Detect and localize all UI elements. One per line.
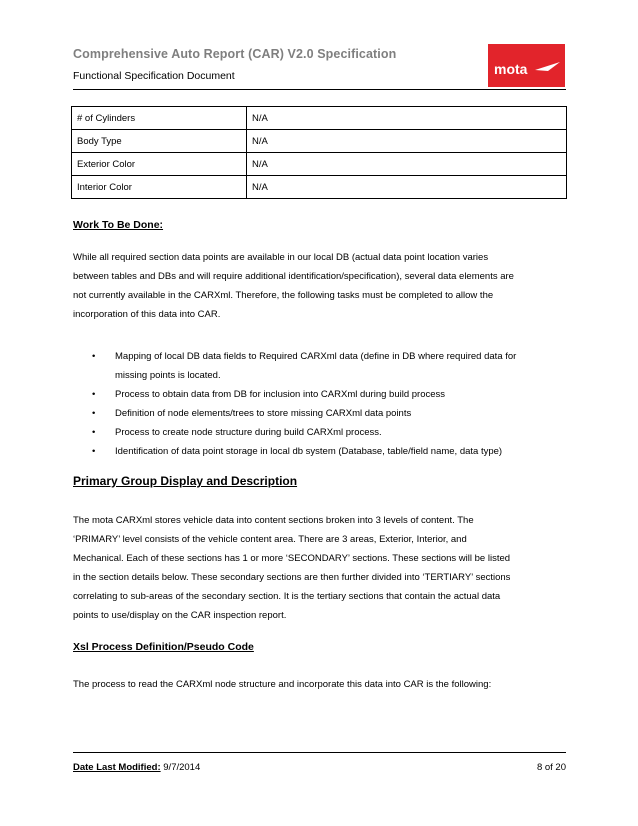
row-value: N/A (247, 107, 567, 130)
table-row (72, 130, 567, 153)
table-row (72, 153, 567, 176)
bullet-icon: • (92, 427, 96, 438)
row-label: Interior Color (72, 176, 247, 199)
row-value: N/A (247, 176, 567, 199)
row-label: Body Type (72, 130, 247, 153)
text-line: in the section details below. These secondary sections are then further divided into ‘TERTIARY’ sections (73, 572, 511, 583)
row-label: # of Cylinders (72, 107, 247, 130)
task-line: missing points is located. (115, 370, 221, 381)
footer-date (73, 762, 200, 773)
list-item (73, 423, 568, 442)
xsl-heading: Xsl Process Definition/Pseudo Code (73, 641, 254, 653)
header-divider (73, 89, 566, 90)
date-value: 9/7/2014 (163, 762, 201, 773)
primary-heading: Primary Group Display and Description (73, 474, 298, 488)
text-line: Mechanical. Each of these sections has 1 or more ‘SECONDARY’ sections. These sections will be listed (73, 553, 511, 564)
bullet-icon: • (92, 446, 96, 457)
row-label: Exterior Color (72, 153, 247, 176)
spec-table (71, 106, 567, 199)
task-line: Process to create node structure during build CARXml process. (115, 427, 382, 438)
text-line: points to use/display on the CAR inspection report. (73, 610, 287, 621)
list-item (73, 442, 568, 461)
text-line: between tables and DBs and will require additional identification/specification), several data elements are (73, 271, 514, 282)
row-value: N/A (247, 153, 567, 176)
logo-text: mota (494, 61, 528, 77)
bullet-icon: • (92, 351, 96, 362)
task-line: Definition of node elements/trees to store missing CARXml data points (115, 408, 412, 419)
text-line: incorporation of this data into CAR. (73, 309, 221, 320)
footer-divider (73, 752, 566, 753)
page-number: 8 of 20 (536, 762, 566, 773)
header-subtitle: Functional Specification Document (73, 70, 235, 82)
row-value: N/A (247, 130, 567, 153)
text-line: not currently available in the CARXml. Therefore, the following tasks must be completed to allow the (73, 290, 494, 301)
task-line: Process to obtain data from DB for inclusion into CARXml during build process (115, 389, 446, 400)
table-row (72, 107, 567, 130)
primary-paragraph (73, 511, 568, 625)
header-title: Comprehensive Auto Report (CAR) V2.0 Specification (73, 47, 397, 61)
work-heading: Work To Be Done: (73, 219, 164, 231)
xsl-paragraph: The process to read the CARXml node structure and incorporate this data into CAR is the following: (73, 679, 492, 690)
list-item (73, 385, 568, 404)
text-line: correlating to sub-areas of the secondary section. It is the tertiary sections that contain the actual data (73, 591, 501, 602)
text-line: While all required section data points are available in our local DB (actual data point location varies (73, 252, 489, 263)
work-paragraph (73, 248, 568, 324)
table-row (72, 176, 567, 199)
bullet-icon: • (92, 408, 96, 419)
task-line: Identification of data point storage in local db system (Database, table/field name, data type) (115, 446, 503, 457)
date-label: Date Last Modified: (73, 762, 161, 773)
text-line: The mota CARXml stores vehicle data into content sections broken into 3 levels of content. The (73, 515, 474, 526)
list-item (73, 347, 568, 385)
text-line: ‘PRIMARY’ level consists of the vehicle content area. There are 3 areas, Exterior, Interior, and (73, 534, 467, 545)
task-list (73, 347, 568, 461)
task-line: Mapping of local DB data fields to Required CARXml data (define in DB where required data for (115, 351, 517, 362)
list-item (73, 404, 568, 423)
mota-logo (488, 44, 565, 87)
bullet-icon: • (92, 389, 96, 400)
